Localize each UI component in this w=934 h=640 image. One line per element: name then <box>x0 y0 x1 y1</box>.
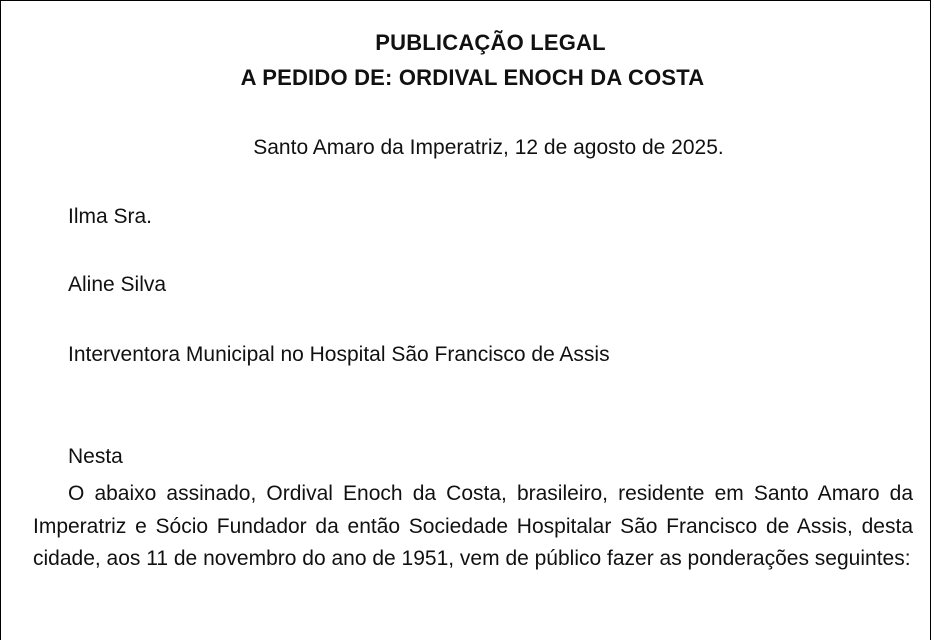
recipient-role: Interventora Municipal no Hospital São Francisco de Assis <box>68 343 610 366</box>
place-date: Santo Amaro da Imperatriz, 12 de agosto de 2025. <box>253 136 724 159</box>
document-title: PUBLICAÇÃO LEGAL <box>375 30 606 55</box>
requester-heading: A PEDIDO DE: ORDIVAL ENOCH DA COSTA <box>240 65 705 90</box>
recipient-name: Aline Silva <box>68 273 167 296</box>
salutation: Ilma Sra. <box>68 205 153 228</box>
recipient-location: Nesta <box>68 445 123 468</box>
body-paragraph: O abaixo assinado, Ordival Enoch da Costa, brasileiro, residente em Santo Amaro da Imperatriz e Sócio Fundador da então Sociedade Hospitalar São Francisco de Assis, desta cidade, aos 11 de novembro do ano de 1951, vem de público fazer as ponderações seguintes: <box>33 482 913 570</box>
